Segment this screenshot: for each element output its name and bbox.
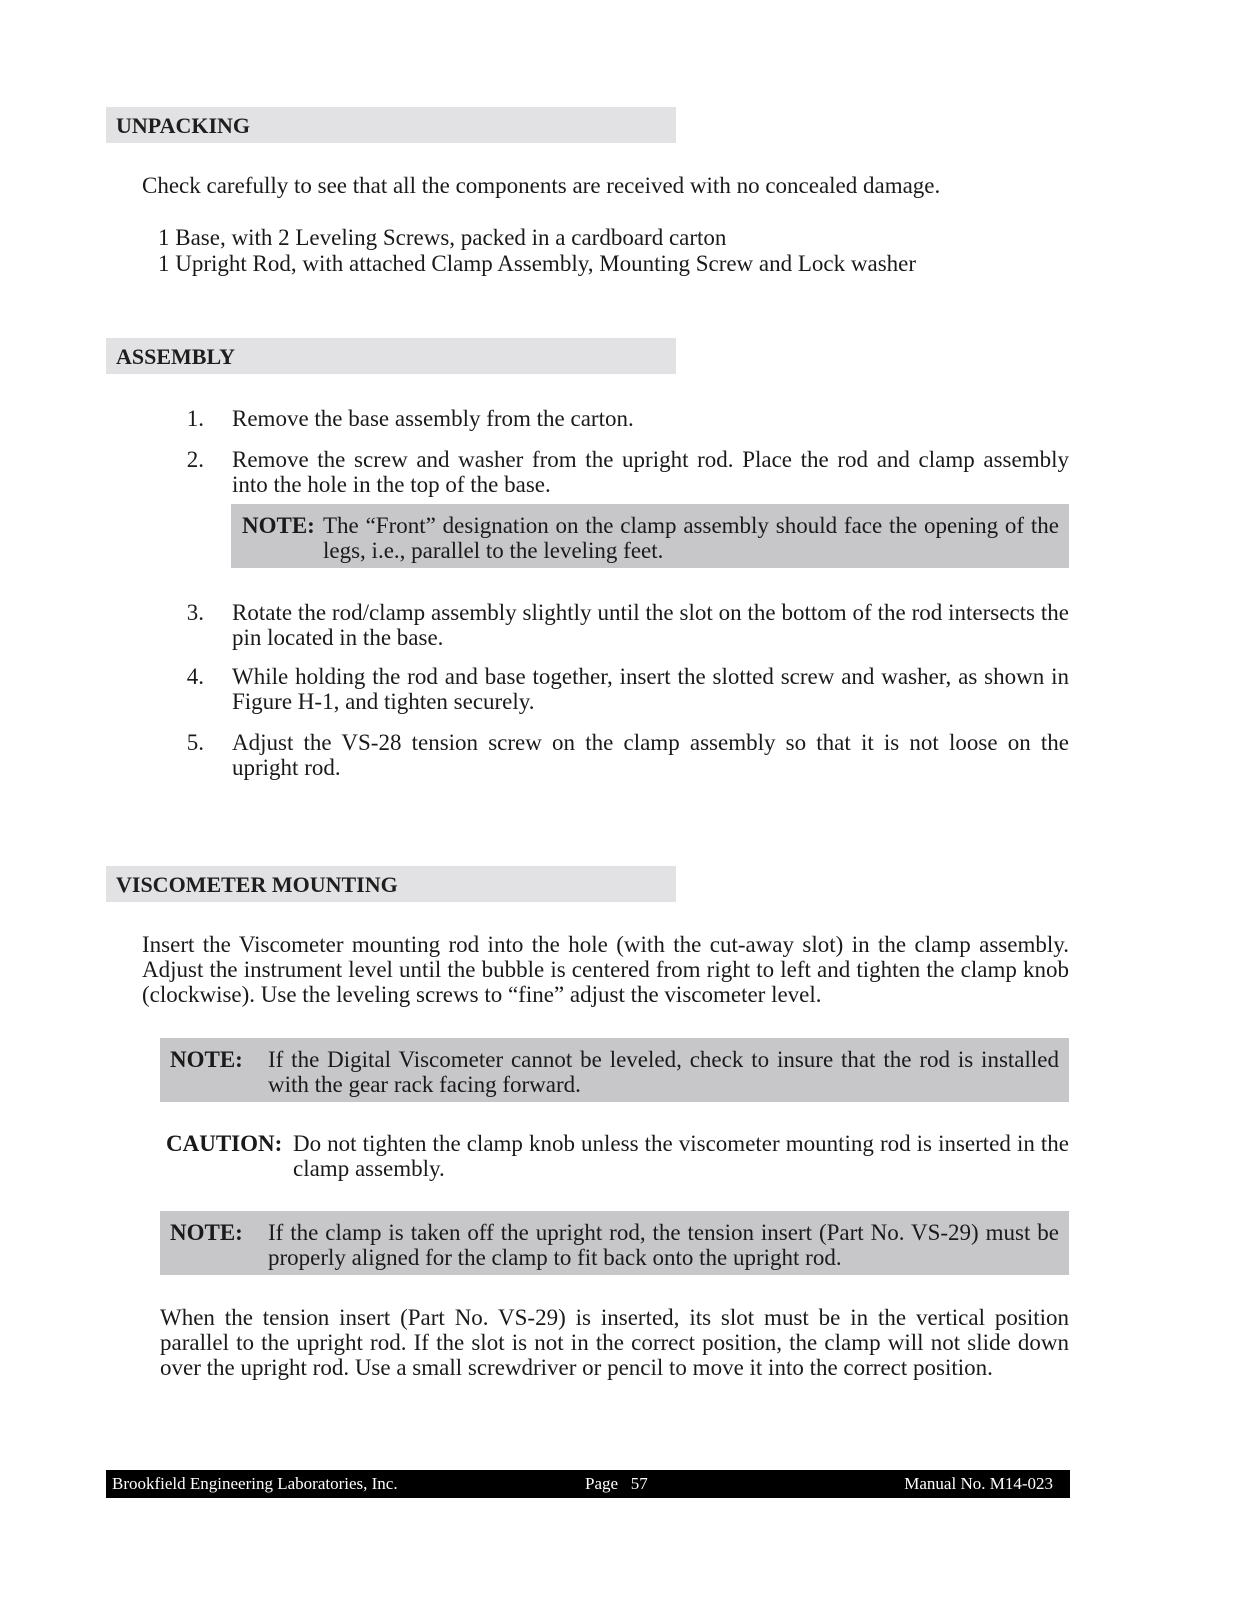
mounting-caution <box>160 1120 1069 1180</box>
unpacking-item-1: 1 Base, with 2 Leveling Screws, packed in a cardboard carton <box>158 225 727 250</box>
note-body: The “Front” designation on the clamp assembly should face the opening of the legs, i.e., parallel to the leveling feet. <box>323 513 1059 563</box>
step-number-3: 3. <box>186 600 204 625</box>
mounting-intro: Insert the Viscometer mounting rod into the hole (with the cut-away slot) in the clamp assembly. Adjust the instrument level until the bubble is centered from right to left and tighten the clamp knob (clockwise). Use the leveling screws to “fine” adjust the viscometer level. <box>142 932 1069 1007</box>
note-1-text: If the Digital Viscometer cannot be leveled, check to insure that the rod is installed with the gear rack facing forward. <box>268 1047 1059 1097</box>
note-2-label: NOTE: <box>170 1220 243 1245</box>
note-1-label: NOTE: <box>170 1047 243 1072</box>
footer-manual-number: Manual No. M14-023 <box>904 1474 1053 1493</box>
page-footer <box>106 1470 1070 1498</box>
caution-text: Do not tighten the clamp knob unless the viscometer mounting rod is inserted in the clamp assembly. <box>293 1131 1069 1181</box>
note-2-text: If the clamp is taken off the upright rod, the tension insert (Part No. VS-29) must be properly aligned for the clamp to fit back onto the upright rod. <box>268 1220 1059 1270</box>
note-label: NOTE: <box>242 513 315 538</box>
step-text-3: Rotate the rod/clamp assembly slightly until the slot on the bottom of the rod intersects the pin located in the base. <box>232 600 1069 650</box>
section-header-unpacking: UNPACKING <box>106 107 676 143</box>
assembly-note-box <box>231 504 1069 568</box>
step-number-2: 2. <box>186 447 204 472</box>
mounting-closing-paragraph: When the tension insert (Part No. VS-29) is inserted, its slot must be in the vertical position parallel to the upright rod. If the slot is not in the correct position, the clamp will not slide down over the upright rod. Use a small screwdriver or pencil to move it into the correct position. <box>160 1305 1069 1380</box>
step-number-1: 1. <box>186 406 204 431</box>
section-header-assembly: ASSEMBLY <box>106 338 676 374</box>
mounting-note-1-box <box>160 1038 1069 1102</box>
unpacking-item-2: 1 Upright Rod, with attached Clamp Assembly, Mounting Screw and Lock washer <box>158 251 917 276</box>
step-text-5: Adjust the VS-28 tension screw on the clamp assembly so that it is not loose on the upright rod. <box>232 730 1069 780</box>
step-number-4: 4. <box>186 664 204 689</box>
step-text-4: While holding the rod and base together, insert the slotted screw and washer, as shown in Figure H-1, and tighten securely. <box>232 664 1069 714</box>
step-text-2: Remove the screw and washer from the upright rod. Place the rod and clamp assembly into the hole in the top of the base. <box>232 447 1069 497</box>
step-text-1: Remove the base assembly from the carton. <box>232 406 634 431</box>
mounting-note-2-box <box>160 1211 1069 1275</box>
note-text <box>323 513 1059 563</box>
caution-label: CAUTION: <box>166 1131 283 1156</box>
step-number-5: 5. <box>186 730 204 755</box>
unpacking-intro: Check carefully to see that all the components are received with no concealed damage. <box>142 173 941 198</box>
section-header-viscometer-mounting: VISCOMETER MOUNTING <box>106 866 676 902</box>
footer-page-number: Page 57 <box>585 1474 648 1493</box>
footer-company: Brookfield Engineering Laboratories, Inc. <box>112 1474 398 1493</box>
